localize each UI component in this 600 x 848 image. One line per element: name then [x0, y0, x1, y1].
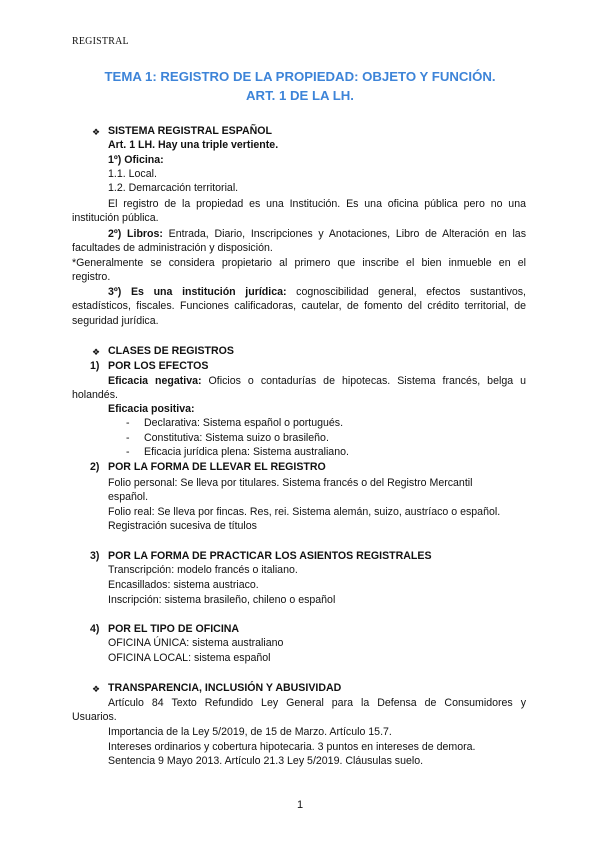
- dash-bullet: -: [126, 446, 130, 458]
- registro-paragraph-line2: institución pública.: [72, 212, 159, 224]
- transcripcion-item: Transcripción: modelo francés o italiano.: [108, 564, 298, 576]
- libros-heading: 2º) Libros:: [108, 228, 163, 240]
- oficina-unica-item: OFICINA ÚNICA: sistema australiano: [108, 637, 284, 649]
- juridica-line1: [108, 286, 526, 299]
- tipo-oficina-heading: POR EL TIPO DE OFICINA: [108, 623, 240, 635]
- positiva-item-constitutiva: Constitutiva: Sistema suizo o brasileño.: [144, 432, 329, 444]
- efectos-heading: POR LOS EFECTOS: [108, 360, 209, 372]
- page-title-line2: ART. 1 DE LA LH.: [246, 88, 354, 103]
- negativa-line1: [108, 375, 526, 388]
- folio-personal-line1: Folio personal: Se lleva por titulares. Sistema francés o del Registro Mercantil: [108, 477, 473, 489]
- list-number-3: 3): [90, 550, 100, 562]
- section-heading-transparencia: TRANSPARENCIA, INCLUSIÓN Y ABUSIVIDAD: [108, 682, 342, 694]
- running-header: REGISTRAL: [72, 36, 129, 47]
- encasillados-item: Encasillados: sistema austriaco.: [108, 579, 259, 591]
- diamond-bullet-icon: ❖: [92, 684, 101, 694]
- art1-line: Art. 1 LH. Hay una triple vertiente.: [108, 139, 279, 151]
- oficina-heading: 1º) Oficina:: [108, 154, 164, 166]
- section-heading-sistema: SISTEMA REGISTRAL ESPAÑOL: [108, 125, 273, 137]
- diamond-bullet-icon: ❖: [92, 347, 101, 357]
- juridica-heading: 3º) Es una institución jurídica:: [108, 286, 287, 298]
- sentencia-item: Sentencia 9 Mayo 2013. Artículo 21.3 Ley 5/2019. Cláusulas suelo.: [108, 755, 424, 767]
- inscripcion-item: Inscripción: sistema brasileño, chileno o español: [108, 594, 336, 606]
- demarcacion-item: 1.2. Demarcación territorial.: [108, 182, 239, 194]
- intereses-item: Intereses ordinarios y cobertura hipotecaria. 3 puntos en intereses de demora.: [108, 741, 476, 753]
- positiva-item-declarativa: Declarativa: Sistema español o portugués.: [144, 417, 344, 429]
- registracion-sucesiva: Registración sucesiva de títulos: [108, 520, 257, 532]
- asientos-heading: POR LA FORMA DE PRACTICAR LOS ASIENTOS REGISTRALES: [108, 550, 432, 562]
- articulo84-line1: Artículo 84 Texto Refundido Ley General para la Defensa de Consumidores y: [108, 697, 526, 709]
- folio-real: Folio real: Se lleva por fincas. Res, rei. Sistema alemán, suizo, austríaco o español.: [108, 506, 501, 518]
- libros-text: Entrada, Diario, Inscripciones y Anotaciones, Libro de Alteración en las: [162, 228, 526, 240]
- libros-line1: [108, 228, 526, 241]
- list-number-1: 1): [90, 360, 100, 372]
- registro-paragraph-line1: El registro de la propiedad es una Institución. Es una oficina pública pero no una: [108, 198, 526, 210]
- negativa-line2: holandés.: [72, 389, 118, 401]
- juridica-text: cognoscibilidad general, efectos sustantivos,: [286, 286, 526, 298]
- folio-personal-line2: español.: [108, 491, 149, 503]
- section-heading-clases: CLASES DE REGISTROS: [108, 345, 234, 357]
- ley-5-2019: Importancia de la Ley 5/2019, de 15 de Marzo. Artículo 15.7.: [108, 726, 392, 738]
- nota-line2: registro.: [72, 271, 111, 283]
- juridica-line3: seguridad jurídica.: [72, 315, 159, 327]
- negativa-heading: Eficacia negativa:: [108, 375, 202, 387]
- articulo84-line2: Usuarios.: [72, 711, 117, 723]
- nota-line1: *Generalmente se considera propietario al primero que inscribe el bien inmueble en el: [72, 257, 526, 269]
- diamond-bullet-icon: ❖: [92, 127, 101, 137]
- forma-heading: POR LA FORMA DE LLEVAR EL REGISTRO: [108, 461, 326, 473]
- list-number-4: 4): [90, 623, 100, 635]
- list-number-2: 2): [90, 461, 100, 473]
- local-item: 1.1. Local.: [108, 168, 157, 180]
- negativa-text: Oficios o contadurías de hipotecas. Sistema francés, belga u: [201, 375, 526, 387]
- oficina-local-item: OFICINA LOCAL: sistema español: [108, 652, 271, 664]
- page-number: 1: [296, 799, 304, 811]
- dash-bullet: -: [126, 417, 130, 429]
- page-title-line1: TEMA 1: REGISTRO DE LA PROPIEDAD: OBJETO Y FUNCIÓN.: [104, 69, 496, 84]
- libros-line2: facultades de administración y disposición.: [72, 242, 273, 254]
- juridica-line2: estadísticos, fiscales. Funciones calificadoras, cautelar, de fomento del crédito territorial, de: [72, 300, 526, 312]
- positiva-heading: Eficacia positiva:: [108, 403, 195, 415]
- dash-bullet: -: [126, 432, 130, 444]
- positiva-item-plena: Eficacia jurídica plena: Sistema australiano.: [144, 446, 349, 458]
